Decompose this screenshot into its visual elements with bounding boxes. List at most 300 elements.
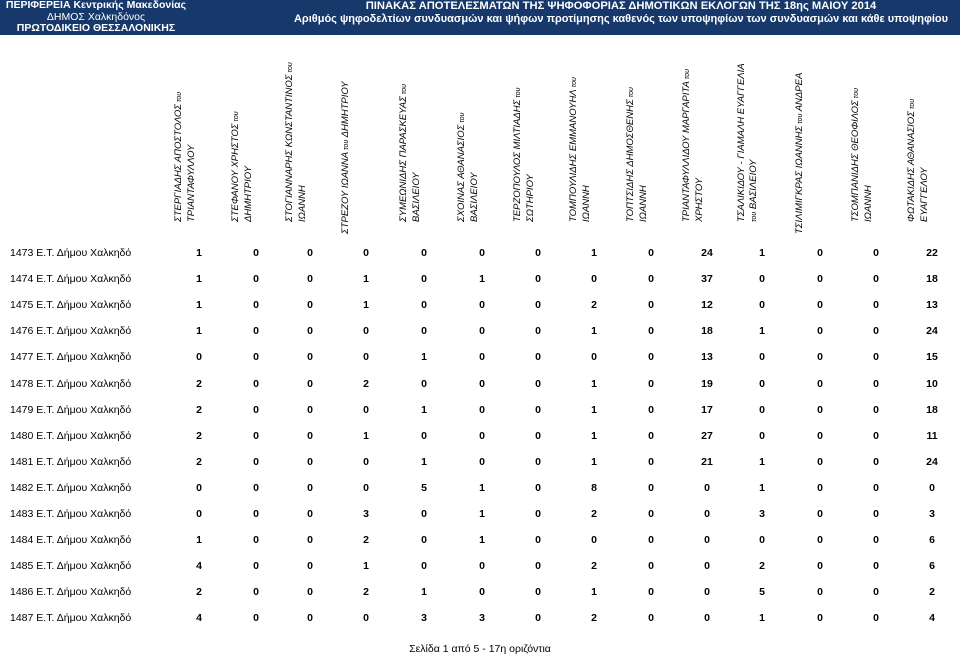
vote-count-cell: 0 (307, 377, 313, 390)
candidate-patronymic: ΕΥΑΓΓΕΛΟΥ (919, 167, 930, 222)
vote-count-cell: 0 (648, 455, 654, 468)
vote-count-cell: 12 (701, 299, 713, 312)
vote-count-cell: 5 (421, 481, 427, 494)
vote-count-cell: 0 (479, 377, 485, 390)
vote-count-cell: 2 (591, 560, 597, 573)
vote-count-cell: 0 (591, 273, 597, 286)
vote-count-cell: 11 (926, 429, 938, 442)
page-subtitle: Αριθμός ψηφοδελτίων συνδυασμών και ψήφων προτίμησης καθενός των υποψηφίων των συνδυασμών και κάθε υποψηφίου (293, 13, 949, 25)
vote-count-cell: 0 (648, 299, 654, 312)
vote-count-cell: 1 (196, 299, 202, 312)
vote-count-cell: 0 (535, 273, 541, 286)
vote-count-cell: 0 (535, 403, 541, 416)
vote-count-cell: 0 (253, 534, 259, 547)
table-row (0, 426, 960, 446)
column-header-candidate (276, 55, 312, 235)
vote-count-cell: 0 (307, 612, 313, 625)
table-row (0, 347, 960, 367)
vote-count-cell: 0 (253, 325, 259, 338)
table-row (0, 608, 960, 628)
candidate-patronymic: ΧΡΗΣΤΟΥ (694, 177, 705, 222)
polling-station-label: 1482 Ε.Τ. Δήμου Χαλκηδό (10, 481, 132, 494)
vote-count-cell: 0 (253, 508, 259, 520)
vote-count-cell: 0 (759, 299, 765, 312)
candidate-name: ΤΣΙΛΙΜΙΓΚΡΑΣ ΙΩΑΝΝΗΣ (794, 125, 805, 234)
vote-count-cell: 0 (363, 481, 369, 494)
candidate-patronymic: ΒΑΣΙΛΕΙΟΥ (748, 159, 759, 212)
table-row (0, 269, 960, 289)
polling-station-label: 1483 Ε.Τ. Δήμου Χαλκηδό (10, 508, 132, 520)
column-header-candidate (728, 55, 764, 235)
candidate-patronymic: ΤΡΙΑΝΤΑΦΥΛΛΟΥ (186, 144, 197, 222)
vote-count-cell: 0 (363, 325, 369, 338)
vote-count-cell: 0 (479, 247, 485, 259)
vote-count-cell: 0 (704, 586, 710, 599)
vote-count-cell: 0 (817, 325, 823, 338)
vote-count-cell: 0 (307, 586, 313, 599)
vote-count-cell: 0 (421, 325, 427, 338)
polling-station-label: 1479 Ε.Τ. Δήμου Χαλκηδό (10, 403, 132, 416)
vote-count-cell: 22 (926, 247, 938, 259)
vote-count-cell: 17 (701, 403, 713, 416)
vote-count-cell: 0 (307, 534, 313, 547)
table-row (0, 321, 960, 341)
vote-count-cell: 2 (363, 377, 369, 390)
vote-count-cell: 0 (196, 351, 202, 364)
vote-count-cell: 18 (926, 403, 938, 416)
vote-count-cell: 2 (196, 377, 202, 390)
patronymic-prefix: του (176, 91, 183, 105)
table-row (0, 452, 960, 472)
candidate-patronymic: ΔΗΜΗΤΡΙΟΥ (243, 166, 254, 222)
vote-count-cell: 1 (591, 403, 597, 416)
vote-count-cell: 0 (479, 299, 485, 312)
vote-count-cell: 0 (421, 508, 427, 520)
patronymic-prefix: του (628, 87, 635, 100)
vote-count-cell: 0 (873, 403, 879, 416)
vote-count-cell: 0 (817, 560, 823, 573)
candidate-patronymic: ΣΩΤΗΡΙΟΥ (525, 174, 536, 222)
polling-station-label: 1476 Ε.Τ. Δήμου Χαλκηδό (10, 325, 132, 338)
vote-count-cell: 0 (648, 377, 654, 390)
candidate-patronymic: ΑΝΔΡΕΑ (794, 72, 805, 114)
vote-count-cell: 0 (421, 273, 427, 286)
vote-count-cell: 0 (817, 429, 823, 442)
table-row (0, 295, 960, 315)
polling-station-label: 1478 Ε.Τ. Δήμου Χαλκηδό (10, 377, 132, 390)
candidate-name: ΣΧΟΙΝΑΣ ΑΘΑΝΑΣΙΟΣ (456, 124, 467, 222)
vote-count-cell: 0 (648, 560, 654, 573)
vote-count-cell: 0 (873, 351, 879, 364)
column-header-candidate (390, 55, 426, 235)
vote-count-cell: 0 (759, 403, 765, 416)
vote-count-cell: 0 (253, 586, 259, 599)
column-header-candidate (898, 55, 934, 235)
polling-station-label: 1480 Ε.Τ. Δήμου Χαλκηδό (10, 429, 132, 442)
candidate-patronymic: ΒΑΣΙΛΕΙΟΥ (411, 172, 422, 222)
vote-count-cell: 3 (929, 508, 935, 520)
vote-count-cell: 1 (421, 403, 427, 416)
vote-count-cell: 0 (421, 560, 427, 573)
vote-count-cell: 0 (759, 351, 765, 364)
candidate-patronymic: ΙΩΑΝΝΗ (297, 185, 308, 222)
vote-count-cell: 2 (363, 534, 369, 547)
vote-count-cell: 0 (759, 377, 765, 390)
vote-count-cell: 0 (253, 273, 259, 286)
polling-station-label: 1486 Ε.Τ. Δήμου Χαλκηδό (10, 586, 132, 599)
vote-count-cell: 6 (929, 560, 935, 573)
vote-count-cell: 0 (479, 351, 485, 364)
vote-count-cell: 0 (591, 534, 597, 547)
patronymic-prefix: του (909, 98, 916, 112)
vote-count-cell: 0 (704, 508, 710, 520)
vote-count-cell: 2 (759, 560, 765, 573)
vote-count-cell: 0 (253, 560, 259, 573)
vote-count-cell: 0 (307, 273, 313, 286)
header-bar (0, 0, 960, 35)
vote-count-cell: 0 (253, 299, 259, 312)
vote-count-cell: 21 (701, 455, 713, 468)
vote-count-cell: 1 (363, 429, 369, 442)
vote-count-cell: 1 (591, 429, 597, 442)
vote-count-cell: 1 (591, 455, 597, 468)
vote-count-cell: 0 (307, 403, 313, 416)
patronymic-prefix: του (287, 62, 294, 75)
vote-count-cell: 0 (307, 299, 313, 312)
vote-count-cell: 0 (873, 377, 879, 390)
vote-count-cell: 15 (926, 351, 938, 364)
vote-count-cell: 2 (929, 586, 935, 599)
column-header-candidate (448, 55, 484, 235)
vote-count-cell: 10 (926, 377, 938, 390)
vote-count-cell: 0 (307, 508, 313, 520)
vote-count-cell: 0 (479, 586, 485, 599)
vote-count-cell: 2 (363, 586, 369, 599)
vote-count-cell: 3 (421, 612, 427, 625)
vote-count-cell: 1 (759, 612, 765, 625)
vote-count-cell: 0 (363, 351, 369, 364)
column-header-candidate (842, 55, 878, 235)
table-row (0, 504, 960, 524)
vote-count-cell: 0 (817, 612, 823, 625)
vote-count-cell: 0 (535, 325, 541, 338)
patronymic-prefix: του (233, 111, 240, 124)
patronymic-prefix: του (571, 77, 578, 90)
vote-count-cell: 8 (591, 481, 597, 494)
table-row (0, 478, 960, 498)
vote-count-cell: 1 (196, 247, 202, 259)
vote-count-cell: 1 (479, 508, 485, 520)
polling-station-label: 1487 Ε.Τ. Δήμου Χαλκηδό (10, 612, 132, 625)
vote-count-cell: 18 (701, 325, 713, 338)
polling-station-label: 1485 Ε.Τ. Δήμου Χαλκηδό (10, 560, 132, 573)
vote-count-cell: 0 (759, 429, 765, 442)
vote-count-cell: 0 (873, 586, 879, 599)
municipality-name: ΔΗΜΟΣ Χαλκηδόνος (46, 10, 146, 23)
vote-count-cell: 0 (196, 508, 202, 520)
column-header-candidate (332, 55, 368, 235)
vote-count-cell: 1 (479, 273, 485, 286)
vote-count-cell: 0 (704, 612, 710, 625)
candidate-name: ΤΣΑΛΙΚΙΔΟΥ - ΓΙΑΜΑΛΗ ΕΥΑΓΓΕΛΙΑ (736, 63, 747, 222)
vote-count-cell: 0 (873, 429, 879, 442)
vote-count-cell: 0 (817, 351, 823, 364)
vote-count-cell: 0 (704, 481, 710, 494)
vote-count-cell: 0 (873, 455, 879, 468)
candidate-name: ΤΣΟΜΠΑΝΙΔΗΣ ΘΕΟΦΙΛΟΣ (850, 100, 861, 222)
vote-count-cell: 0 (704, 534, 710, 547)
vote-count-cell: 0 (873, 508, 879, 520)
vote-count-cell: 0 (759, 273, 765, 286)
table-row (0, 530, 960, 550)
vote-count-cell: 24 (926, 325, 938, 338)
vote-count-cell: 0 (648, 325, 654, 338)
vote-count-cell: 0 (307, 455, 313, 468)
vote-count-cell: 0 (873, 612, 879, 625)
vote-count-cell: 0 (479, 325, 485, 338)
vote-count-cell: 0 (253, 481, 259, 494)
vote-count-cell: 5 (759, 586, 765, 599)
vote-count-cell: 0 (253, 351, 259, 364)
vote-count-cell: 0 (648, 247, 654, 259)
vote-count-cell: 0 (648, 612, 654, 625)
vote-count-cell: 1 (196, 325, 202, 338)
candidate-name: ΤΕΡΖΟΠΟΥΛΟΣ ΜΙΛΤΙΑΔΗΣ (512, 99, 523, 222)
patronymic-prefix: του (459, 112, 466, 125)
vote-count-cell: 1 (196, 534, 202, 547)
vote-count-cell: 18 (926, 273, 938, 286)
header-title-block (282, 0, 960, 26)
header-left-block (0, 0, 192, 35)
vote-count-cell: 0 (479, 429, 485, 442)
candidate-name: ΤΟΠΤΣΙΔΗΣ ΔΗΜΟΣΘΕΝΗΣ (625, 99, 636, 222)
vote-count-cell: 0 (648, 586, 654, 599)
vote-count-cell: 0 (817, 481, 823, 494)
vote-count-cell: 0 (363, 247, 369, 259)
column-header-candidate (617, 55, 653, 235)
vote-count-cell: 0 (307, 247, 313, 259)
vote-count-cell: 1 (759, 247, 765, 259)
vote-count-cell: 0 (817, 273, 823, 286)
vote-count-cell: 0 (873, 534, 879, 547)
vote-count-cell: 1 (363, 560, 369, 573)
vote-count-cell: 0 (817, 299, 823, 312)
candidate-patronymic: ΙΩΑΝΝΗ (638, 185, 649, 222)
patronymic-prefix: του (401, 83, 408, 97)
vote-count-cell: 0 (307, 325, 313, 338)
vote-count-cell: 0 (307, 560, 313, 573)
vote-count-cell: 0 (535, 586, 541, 599)
polling-station-label: 1474 Ε.Τ. Δήμου Χαλκηδό (10, 273, 132, 286)
vote-count-cell: 4 (196, 560, 202, 573)
vote-count-cell: 0 (421, 377, 427, 390)
vote-count-cell: 0 (817, 508, 823, 520)
polling-station-label: 1477 Ε.Τ. Δήμου Χαλκηδό (10, 351, 132, 364)
polling-station-label: 1473 Ε.Τ. Δήμου Χαλκηδό (10, 247, 132, 259)
vote-count-cell: 0 (817, 455, 823, 468)
candidate-name: ΣΤΕΡΓΙΑΔΗΣ ΑΠΟΣΤΟΛΟΣ (173, 104, 184, 222)
vote-count-cell: 3 (363, 508, 369, 520)
patronymic-prefix: του (684, 68, 691, 82)
vote-count-cell: 0 (817, 377, 823, 390)
vote-count-cell: 0 (873, 299, 879, 312)
vote-count-cell: 0 (817, 247, 823, 259)
vote-count-cell: 0 (591, 351, 597, 364)
vote-count-cell: 0 (253, 455, 259, 468)
region-name: ΠΕΡΙΦΕΡΕΙΑ Κεντρικής Μακεδονίας (5, 0, 187, 11)
vote-count-cell: 0 (307, 351, 313, 364)
candidate-name: ΣΤΟΓΙΑΝΝΑΡΗΣ ΚΩΝΣΤΑΝΤΙΝΟΣ (284, 74, 295, 222)
vote-count-cell: 0 (479, 560, 485, 573)
vote-count-cell: 0 (648, 351, 654, 364)
vote-count-cell: 13 (701, 351, 713, 364)
table-row (0, 582, 960, 602)
vote-count-cell: 0 (873, 325, 879, 338)
vote-count-cell: 0 (535, 247, 541, 259)
vote-count-cell: 0 (535, 560, 541, 573)
vote-count-cell: 4 (929, 612, 935, 625)
vote-count-cell: 1 (421, 586, 427, 599)
column-header-candidate (786, 55, 822, 235)
vote-count-cell: 2 (591, 508, 597, 520)
candidate-name: ΤΡΙΑΝΤΑΦΥΛΛΙΔΟΥ ΜΑΡΓΑΡΙΤΑ (681, 81, 692, 222)
vote-count-cell: 1 (421, 351, 427, 364)
vote-count-cell: 2 (196, 403, 202, 416)
vote-count-cell: 0 (535, 299, 541, 312)
vote-count-cell: 0 (873, 481, 879, 494)
vote-count-cell: 0 (479, 403, 485, 416)
vote-count-cell: 2 (591, 299, 597, 312)
vote-count-cell: 0 (873, 247, 879, 259)
vote-count-cell: 0 (817, 403, 823, 416)
candidate-name: ΣΥΜΕΩΝΙΔΗΣ ΠΑΡΑΣΚΕΥΑΣ (398, 96, 409, 222)
court-name: ΠΡΩΤΟΔΙΚΕΙΟ ΘΕΣΣΑΛΟΝΙΚΗΣ (16, 22, 176, 34)
vote-count-cell: 3 (479, 612, 485, 625)
vote-count-cell: 0 (421, 299, 427, 312)
vote-count-cell: 0 (873, 273, 879, 286)
candidate-name: ΤΟΜΠΟΥΛΙΔΗΣ ΕΜΜΑΝΟΥΗΛ (568, 89, 579, 222)
vote-count-cell: 0 (196, 481, 202, 494)
vote-count-cell: 0 (704, 560, 710, 573)
vote-count-cell: 0 (817, 534, 823, 547)
vote-count-cell: 37 (701, 273, 713, 286)
vote-count-cell: 27 (701, 429, 713, 442)
candidate-patronymic: ΙΩΑΝΝΗ (581, 185, 592, 222)
vote-count-cell: 0 (253, 429, 259, 442)
page-title: ΠΙΝΑΚΑΣ ΑΠΟΤΕΛΕΣΜΑΤΩΝ ΤΗΣ ΨΗΦΟΦΟΡΙΑΣ ΔΗΜΟΤΙΚΩΝ ΕΚΛΟΓΩΝ ΤΗΣ 18ης ΜΑΙΟΥ 2014 (365, 0, 877, 12)
vote-count-cell: 0 (648, 273, 654, 286)
candidate-name: ΣΤΕΦΑΝΟΥ ΧΡΗΣΤΟΣ (230, 123, 241, 222)
vote-count-cell: 3 (759, 508, 765, 520)
vote-count-cell: 0 (648, 429, 654, 442)
table-row (0, 400, 960, 420)
vote-count-cell: 1 (591, 377, 597, 390)
table-row (0, 556, 960, 576)
vote-count-cell: 1 (479, 534, 485, 547)
vote-count-cell: 0 (535, 429, 541, 442)
vote-count-cell: 0 (535, 481, 541, 494)
vote-count-cell: 0 (535, 351, 541, 364)
vote-count-cell: 0 (929, 481, 935, 494)
vote-count-cell: 2 (196, 429, 202, 442)
patronymic-prefix: του (797, 113, 804, 126)
vote-count-cell: 1 (479, 481, 485, 494)
vote-count-cell: 0 (363, 612, 369, 625)
vote-count-cell: 0 (535, 508, 541, 520)
vote-count-cell: 0 (479, 455, 485, 468)
candidate-patronymic: ΒΑΣΙΛΕΙΟΥ (469, 172, 480, 222)
column-header-candidate (560, 55, 596, 235)
vote-count-cell: 0 (421, 247, 427, 259)
vote-count-cell: 4 (196, 612, 202, 625)
candidate-patronymic: του (751, 211, 758, 222)
vote-count-cell: 0 (253, 612, 259, 625)
vote-count-cell: 0 (307, 481, 313, 494)
vote-count-cell: 2 (591, 612, 597, 625)
table-row (0, 374, 960, 394)
polling-station-label: 1481 Ε.Τ. Δήμου Χαλκηδό (10, 455, 132, 468)
table-row (0, 243, 960, 263)
vote-count-cell: 1 (759, 481, 765, 494)
vote-count-cell: 0 (363, 455, 369, 468)
vote-count-cell: 24 (701, 247, 713, 259)
vote-count-cell: 2 (196, 455, 202, 468)
vote-count-cell: 24 (926, 455, 938, 468)
vote-count-cell: 0 (648, 534, 654, 547)
vote-count-cell: 0 (421, 429, 427, 442)
vote-count-cell: 1 (196, 273, 202, 286)
vote-count-cell: 0 (648, 481, 654, 494)
column-header-candidate (222, 55, 258, 235)
polling-station-label: 1475 Ε.Τ. Δήμου Χαλκηδό (10, 299, 132, 312)
vote-count-cell: 0 (535, 612, 541, 625)
vote-count-cell: 6 (929, 534, 935, 547)
column-header-candidate (165, 55, 201, 235)
vote-count-cell: 2 (196, 586, 202, 599)
vote-count-cell: 0 (759, 534, 765, 547)
candidate-patronymic: ΔΗΜΗΤΡΙΟΥ (340, 81, 351, 140)
vote-count-cell: 1 (591, 247, 597, 259)
candidate-name: ΦΩΤΑΚΙΔΗΣ ΑΘΑΝΑΣΙΟΣ (906, 111, 917, 222)
vote-count-cell: 1 (591, 586, 597, 599)
page-footer: Σελίδα 1 από 5 - 17η οριζόντια (409, 643, 551, 655)
vote-count-cell: 1 (759, 455, 765, 468)
vote-count-cell: 0 (873, 560, 879, 573)
vote-count-cell: 0 (307, 429, 313, 442)
candidate-patronymic: ΙΩΑΝΝΗ (863, 185, 874, 222)
vote-count-cell: 0 (817, 586, 823, 599)
vote-count-cell: 0 (535, 455, 541, 468)
vote-count-cell: 0 (648, 403, 654, 416)
vote-count-cell: 0 (421, 534, 427, 547)
column-header-candidate (673, 55, 709, 235)
vote-count-cell: 0 (535, 534, 541, 547)
vote-count-cell: 0 (535, 377, 541, 390)
candidate-name: ΣΤΡΕΖΟΥ ΙΩΑΝΝΑ (340, 151, 351, 234)
vote-count-cell: 13 (926, 299, 938, 312)
patronymic-prefix: του (853, 88, 860, 101)
vote-count-cell: 19 (701, 377, 713, 390)
patronymic-prefix: του (343, 139, 350, 152)
vote-count-cell: 0 (253, 377, 259, 390)
polling-station-label: 1484 Ε.Τ. Δήμου Χαλκηδό (10, 534, 132, 547)
vote-count-cell: 0 (253, 247, 259, 259)
vote-count-cell: 0 (253, 403, 259, 416)
vote-count-cell: 1 (363, 273, 369, 286)
vote-count-cell: 0 (648, 508, 654, 520)
vote-count-cell: 1 (421, 455, 427, 468)
vote-count-cell: 0 (363, 403, 369, 416)
